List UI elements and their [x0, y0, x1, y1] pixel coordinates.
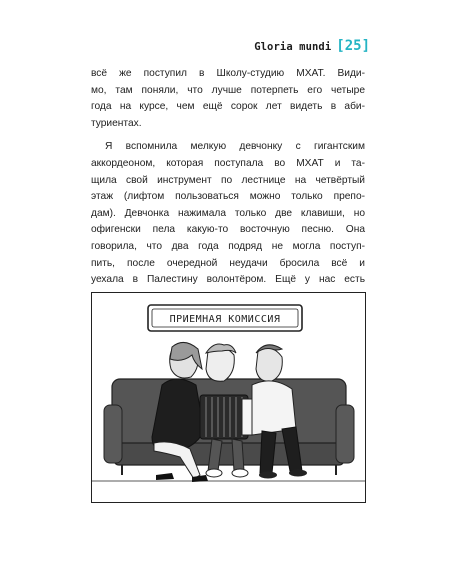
section-title: Gloria mundi — [254, 41, 332, 53]
text-line: этаж (лифтом пользоваться можно только препо- — [91, 191, 365, 203]
comic-illustration — [91, 292, 366, 503]
text-line: уехала в Палестину волонтёром. Ещё у нас есть — [91, 274, 365, 286]
text-line: туриентах. — [91, 117, 142, 129]
sign-label: ПРИЕМНАЯ КОМИССИЯ — [169, 314, 281, 325]
admissions-sign — [148, 305, 302, 331]
text-line: говорила, что два года подряд не могла поступ- — [91, 240, 365, 252]
body-text — [91, 66, 365, 305]
text-line: всё же поступил в Школу-студию МХАТ. Види- — [91, 68, 365, 79]
text-line: аккордеоном, которая поступала во МХАТ и та- — [91, 157, 365, 169]
text-line: офигенски пела какую-то восточную песню. Она — [91, 224, 365, 236]
text-line: щила свой инструмент по лестнице на четвёртый — [91, 174, 365, 186]
page-number: [25] — [336, 38, 370, 54]
running-header — [254, 38, 370, 54]
text-line: дам). Девчонка нажимала только две клавиши, но — [91, 207, 365, 219]
text-line: мо, там поняли, что лучше потерпеть его четыре — [91, 84, 365, 96]
text-line: года на курсе, чем ещё сорок лет видеть в аби- — [91, 101, 365, 113]
text-line: пить, после очередной неудачи бросила всё и — [91, 257, 365, 269]
text-line: Я вспомнила мелкую девчонку с гигантским — [105, 141, 365, 153]
